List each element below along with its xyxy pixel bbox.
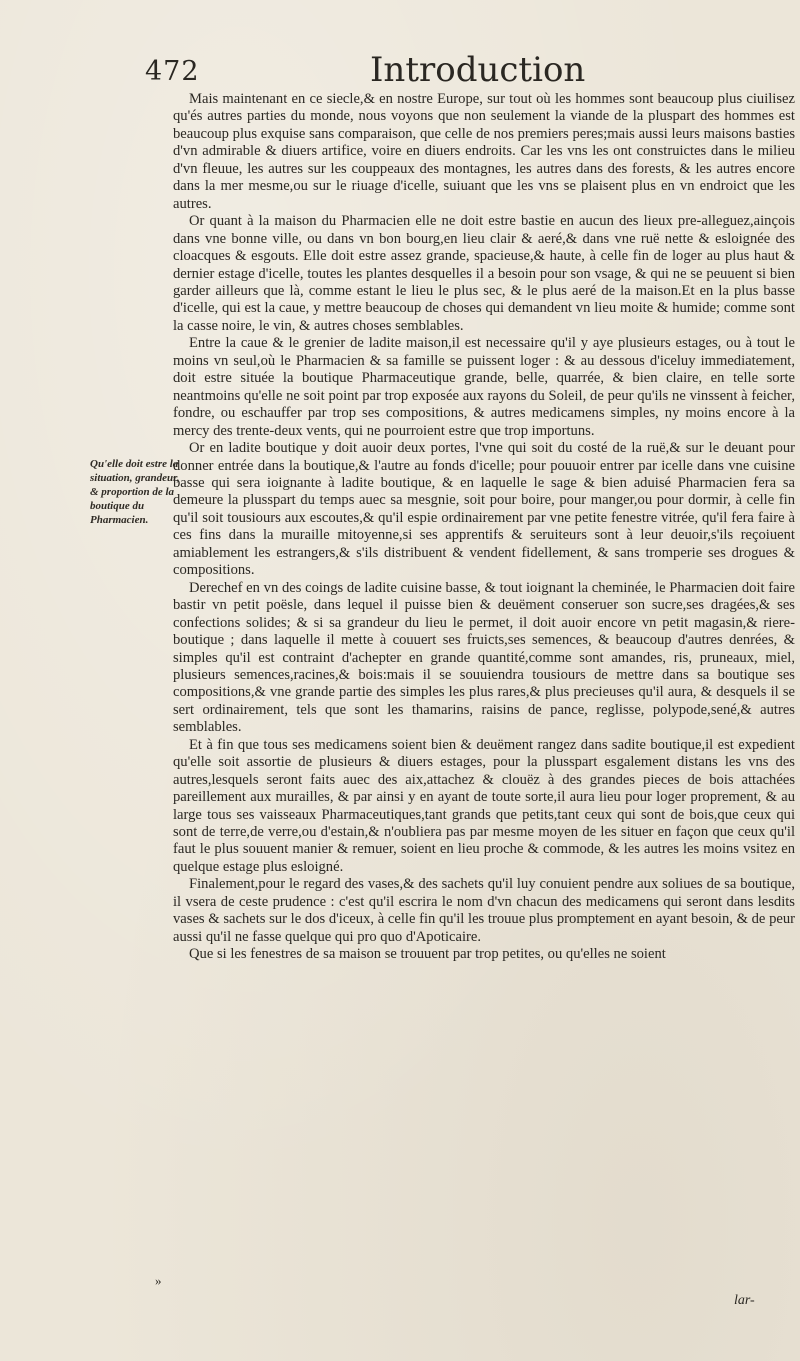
- paragraph: Or en ladite boutique y doit auoir deux portes, l'vne qui soit du costé de la ruë,& sur le deuant pour donner entrée dans la boutique,& l'autre au fonds d'icelle; pour pouuoir entrer par icelle dans vne cuisine basse qui sera ioignante à ladite boutique, & en laquelle le sage & bien aduisé Pharmacien fera sa demeure la plusspart du temps auec sa mesgnie, soit pour boire, pour manger,ou pour dormir, à celle fin qu'il soit tousiours aux escoutes,& qu'il espie ordinairement par vne petite fenestre vitrée, qu'il fera faire à ces fins dans la muraille mitoyenne,si ses apprentifs & seruiteurs sont à leur deuoir,s'ils reçoiuent amiablement les estrangers,& s'ils distribuent & vendent fidellement, & sans tromperie ses drogues & compositions.: [173, 440, 795, 579]
- page-header: [145, 50, 665, 94]
- paragraph: Que si les fenestres de sa maison se trouuent par trop petites, ou qu'elles ne soient: [189, 946, 666, 963]
- paragraph: Et à fin que tous ses medicamens soient bien & deuëment rangez dans sadite boutique,il est expedient qu'elle soit assortie de plusieurs & diuers estages, pour la plusspart esgalement distans les vns des autres,lesquels seront faits auec des aix,attachez & clouëz à des grandes pieces de bois attachées pareillement aux murailles, & par ainsi y en ayant de toute sorte,il aura lieu pour loger proprement, & au large tous ses vaisseaux Pharmaceutiques,tant grands que petits,tant ceux qui sont de bois,que ceux qui sont de terre,de verre,ou d'estain,& n'oubliera pas par mesme moyen de les situer en façon que ceux qu'il faut le plus souuent manier & remuer, soient en lieu proche & commode, & les autres les moins vsitez en quelque estage plus esloigné.: [173, 736, 795, 875]
- paragraph: Or quant à la maison du Pharmacien elle ne doit estre bastie en aucun des lieux pre-alleguez,ainçois dans vne bonne ville, ou dans vn bon bourg,en lieu clair & aeré,& dans vne ruë nette & esloignée des cloacques & esgouts. Elle doit estre assez grande, spacieuse,& haute, à celle fin de loger au plus haut & dernier estage d'icelle, toutes les plantes desquelles il a besoin pour son vsage, & qui ne se peuuent si bien garder ailleurs que là, comme estant le lieu le plus sec, & le plus aeré de la maison.Et en la plus basse d'icelle, qui est la caue, y mettre beaucoup de choses qui demandent vn lieu moite & humide; comme sont la casse noire, le vin, & autres choses semblables.: [173, 213, 795, 334]
- paragraph: Finalement,pour le regard des vases,& des sachets qu'il luy conuient pendre aux soliues de sa boutique, il vsera de ceste prudence : c'est qu'il escrira le nom d'vn chacun des medicamens qui seront dans lesdits vases & sachets sur le dos d'iceux, à celle fin qu'il les trouue plus promptement en ayant besoin, & de peur aussi qu'il ne fasse quelque qui pro quo d'Apoticaire.: [173, 876, 795, 945]
- body-text: [173, 91, 795, 964]
- page-number: 472: [145, 56, 200, 87]
- quotation-mark: »: [155, 1273, 162, 1288]
- paragraph: Entre la caue & le grenier de ladite maison,il est necessaire qu'il y aye plusieurs estages, ou à tout le moins vn seul,où le Pharmacien & sa famille se puissent loger : & au dessous d'iceluy immediatement, doit estre située la boutique Pharmaceutique grande, belle, quarrée, & bien claire, en telle sorte neantmoins qu'elle ne soit point par trop exposée aux rayons du Soleil, de peur qu'ils ne vinssent à feicher, fondre, ou eschauffer par trop ses compositions, & autres medicamens simples, ny moins encore à la mercy des trente-deux vents, qui ne pourroient estre que trop importuns.: [173, 335, 795, 439]
- running-title: Introduction: [370, 50, 586, 90]
- catchword: lar-: [734, 1293, 755, 1308]
- paragraph: Derechef en vn des coings de ladite cuisine basse, & tout ioignant la cheminée, le Pharmacien doit faire bastir vn petit poësle, dans lequel il puisse bien & deuëment conseruer son sucre,ses dragées,& ses confections solides; & si sa grandeur du lieu le permet, il doit auoir encore vn petit magasin,& riere-boutique ; dans laquelle il mette à couuert ses fruicts,ses semences, & beaucoup d'autres denrées, & simples qu'il est contraint d'achepter en grande quantité,comme sont amandes, ris, pruneaux, miel, plusieurs semences,racines,& bois:mais il se souuiendra tousiours de mettre dans sa boutique ses compositions,& vne grande partie des simples les plus rares,& plus precieuses qu'il aura, & desquels il se sert ordinairement, tels que sont les thamarins, raisins de pance, reglisse, polypode,sené,& autres semblables.: [173, 579, 795, 736]
- paragraph: Mais maintenant en ce siecle,& en nostre Europe, sur tout où les hommes sont beaucoup plus ciuilisez qu'és autres parties du monde, nous voyons que non seulement la viande de la pluspart des hommes est beaucoup plus exquise sans comparaison, que celle de nos premiers peres;mais aussi leurs maisons basties d'vn admirable & diuers artifice, voire en diuers endroits. Car les vns les ont construictes dans le milieu d'vn fleuue, les autres sur les couppeaux des montagnes, les autres dans des forests, & les autres encore dans la mer mesme,ou sur le riuage d'icelle, suiuant que les vns se plaisent plus en vn endroict que les autres.: [173, 91, 795, 212]
- margin-note: Qu'elle doit estre la situation, grandeur, & proportion de la boutique du Pharmacien.: [90, 458, 180, 526]
